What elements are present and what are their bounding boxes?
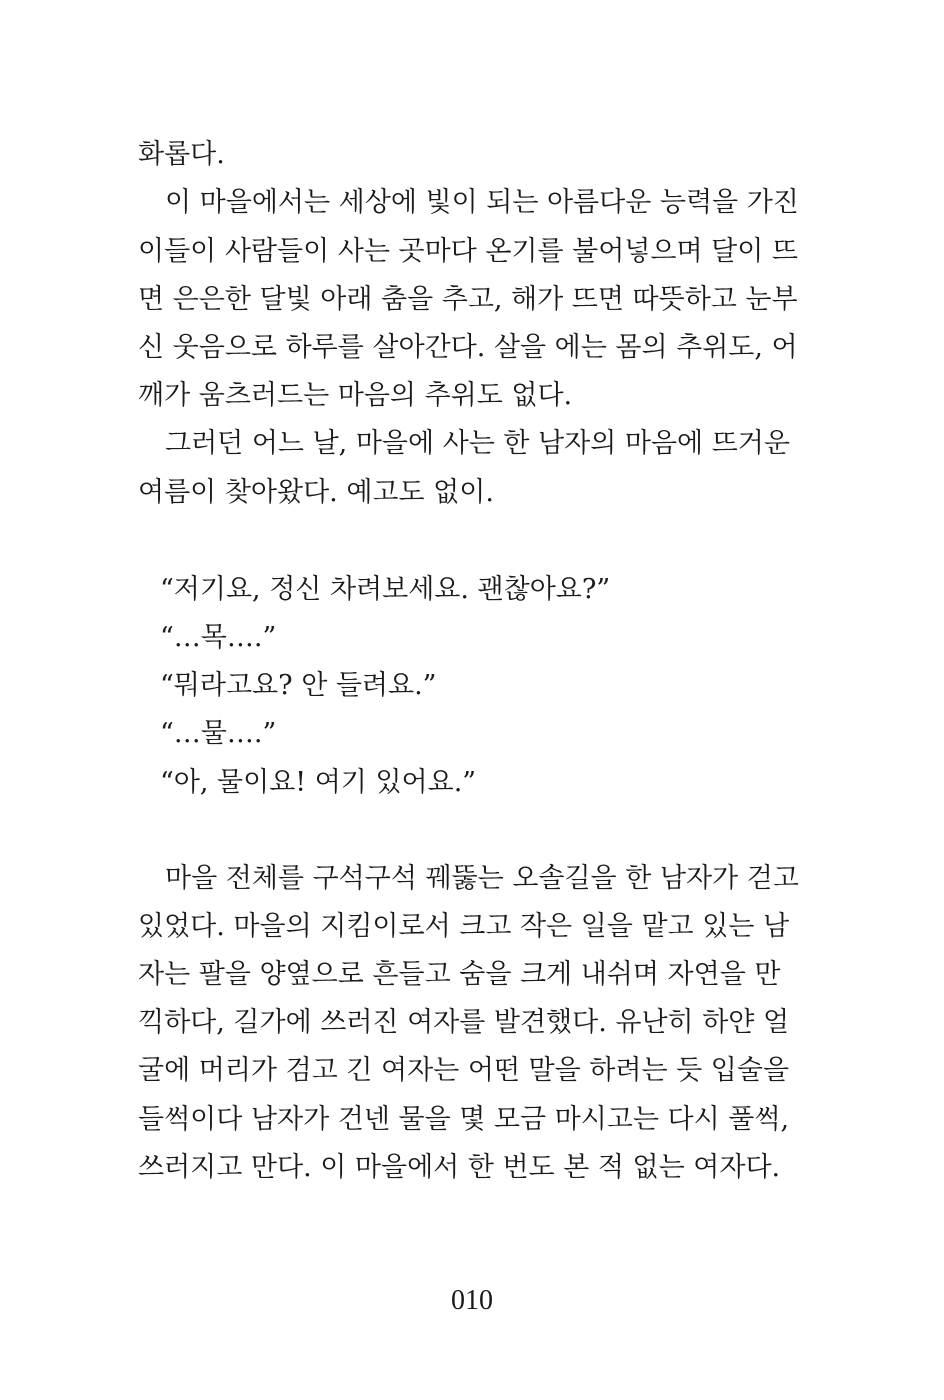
text-line: 신 웃음으로 하루를 살아간다. 살을 에는 몸의 추위도, 어 (138, 332, 798, 363)
text-line: 그러던 어느 날, 마을에 사는 한 남자의 마음에 뜨거운 (165, 428, 790, 459)
dialogue-line: “아, 물이요! 여기 있어요.” (160, 767, 477, 798)
text-line: 이들이 사람들이 사는 곳마다 온기를 불어넣으며 달이 뜨 (138, 236, 798, 267)
page-number: 010 (451, 1285, 493, 1316)
text-line: 깨가 움츠러드는 마음의 추위도 없다. (138, 380, 573, 411)
text-line: 들썩이다 남자가 건넨 물을 몇 모금 마시고는 다시 풀썩, (138, 1104, 790, 1135)
dialogue-line: “…물….” (160, 718, 277, 749)
text-line: 자는 팔을 양옆으로 흔들고 숨을 크게 내쉬며 자연을 만 (138, 959, 781, 990)
text-line: 마을 전체를 구석구석 꿰뚫는 오솔길을 한 남자가 걷고 (165, 863, 799, 894)
text-line: 굴에 머리가 검고 긴 여자는 어떤 말을 하려는 듯 입술을 (138, 1055, 790, 1086)
text-line: 쓰러지고 만다. 이 마을에서 한 번도 본 적 없는 여자다. (138, 1152, 781, 1183)
text-line: 있었다. 마을의 지킴이로서 크고 작은 일을 맡고 있는 남 (138, 911, 790, 942)
text-line: 끽하다, 길가에 쓰러진 여자를 발견했다. 유난히 하얀 얼 (138, 1007, 790, 1038)
text-line: 여름이 찾아왔다. 예고도 없이. (138, 477, 494, 508)
dialogue-line: “…목….” (160, 622, 277, 653)
dialogue-line: “뭐라고요? 안 들려요.” (160, 670, 437, 701)
text-line: 이 마을에서는 세상에 빛이 되는 아름다운 능력을 가진 (165, 187, 799, 218)
dialogue-line: “저기요, 정신 차려보세요. 괜찮아요?” (160, 574, 611, 605)
text-line: 화롭다. (138, 139, 225, 170)
text-line: 면 은은한 달빛 아래 춤을 추고, 해가 뜨면 따뜻하고 눈부 (138, 284, 798, 315)
